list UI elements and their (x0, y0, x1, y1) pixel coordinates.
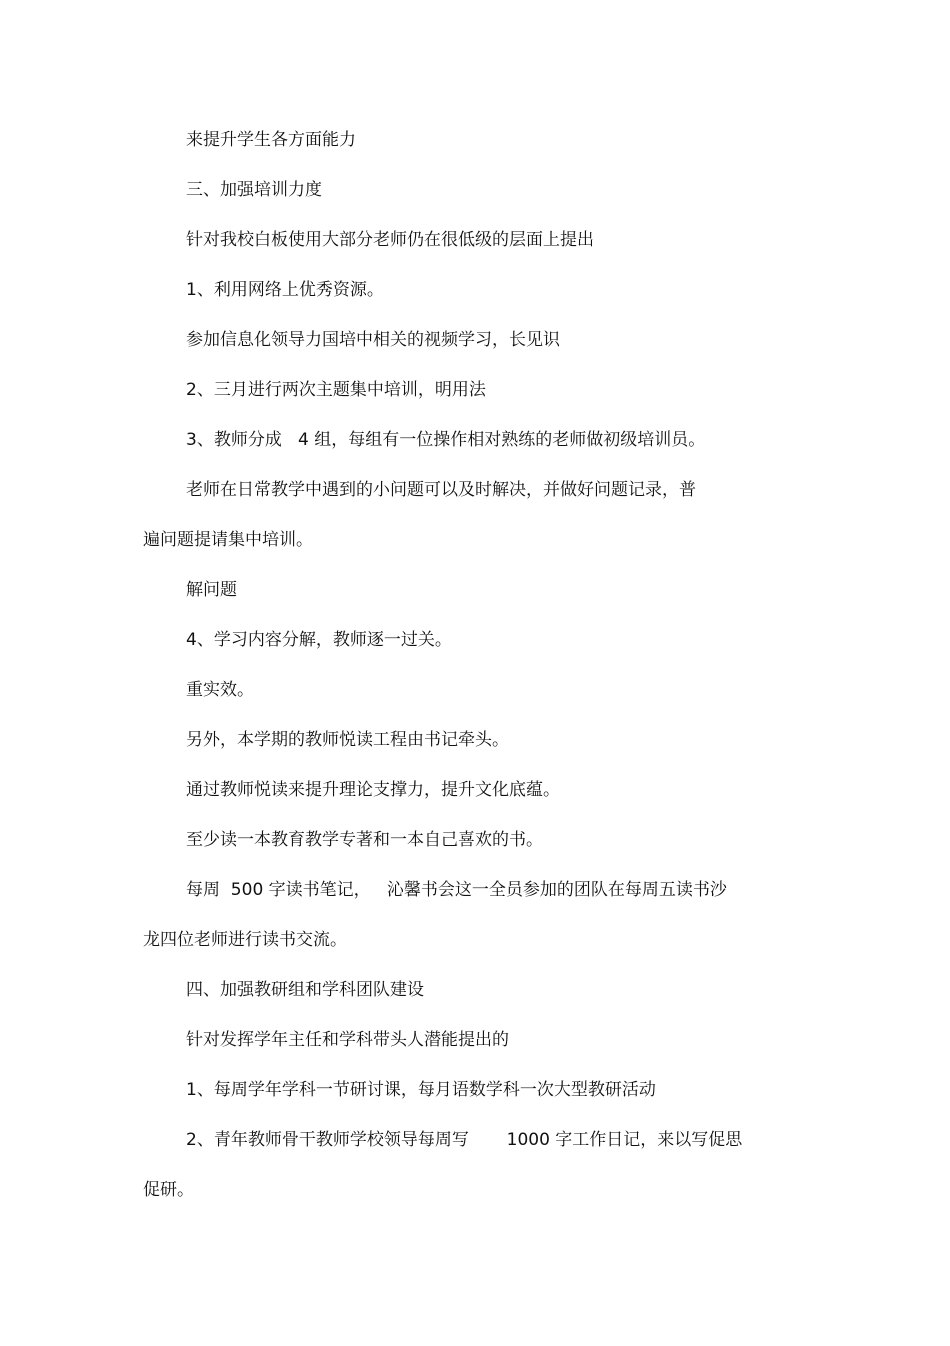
list-item: 3、教师分成 4 组，每组有一位操作相对熟练的老师做初级培训员。 (186, 430, 706, 450)
text-line: 参加信息化领导力国培中相关的视频学习，长见识 (186, 330, 560, 350)
text-line: 老师在日常教学中遇到的小问题可以及时解决，并做好问题记录，普 (186, 480, 696, 500)
text-line: 针对我校白板使用大部分老师仍在很低级的层面上提出 (186, 230, 594, 250)
text-line: 另外，本学期的教师悦读工程由书记牵头。 (186, 730, 509, 750)
list-item: 4、学习内容分解，教师逐一过关。 (186, 630, 452, 650)
text-line: 解问题 (186, 580, 237, 600)
text-line: 来提升学生各方面能力 (186, 130, 356, 150)
list-item: 2、青年教师骨干教师学校领导每周写 1000 字工作日记，来以写促思 (186, 1130, 743, 1150)
list-item: 1、利用网络上优秀资源。 (186, 280, 384, 300)
text-line: 通过教师悦读来提升理论支撑力，提升文化底蕴。 (186, 780, 560, 800)
text-line: 至少读一本教育教学专著和一本自己喜欢的书。 (186, 830, 543, 850)
list-item: 2、三月进行两次主题集中培训，明用法 (186, 380, 486, 400)
text-line: 每周 500 字读书笔记， 沁馨书会这一全员参加的团队在每周五读书沙 (186, 880, 727, 900)
text-line: 针对发挥学年主任和学科带头人潜能提出的 (186, 1030, 509, 1050)
text-line: 遍问题提请集中培训。 (143, 530, 313, 550)
text-line: 龙四位老师进行读书交流。 (143, 930, 347, 950)
section-heading: 三、加强培训力度 (186, 180, 322, 200)
section-heading: 四、加强教研组和学科团队建设 (186, 980, 424, 1000)
text-line: 重实效。 (186, 680, 254, 700)
text-line: 促研。 (143, 1180, 194, 1200)
list-item: 1、每周学年学科一节研讨课，每月语数学科一次大型教研活动 (186, 1080, 656, 1100)
